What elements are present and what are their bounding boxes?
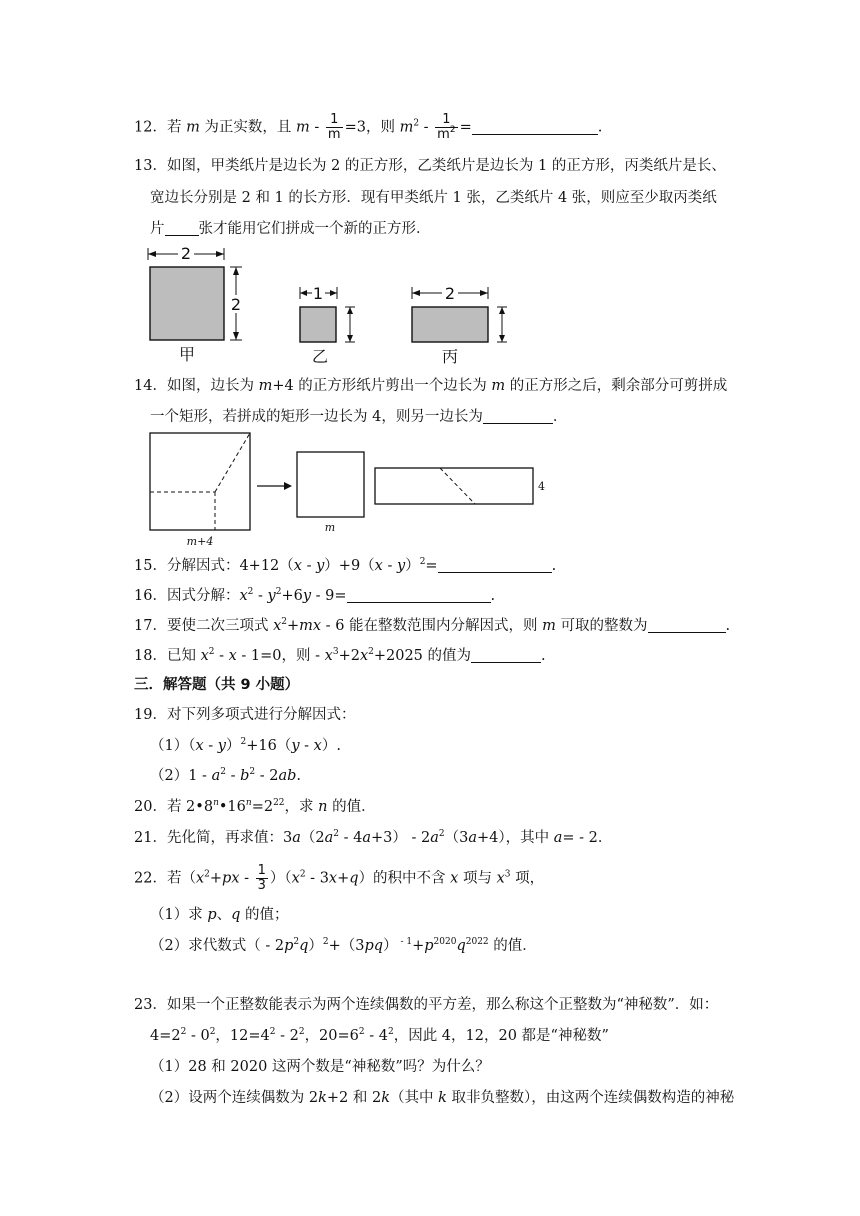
question-22-part-1: （1）求 p、q 的值； — [150, 907, 289, 923]
question-14-line-1: 14．如图，边长为 m+4 的正方形纸片剪出一个边长为 m 的正方形之后，剩余部分可剪拼成 — [134, 378, 728, 394]
dim-bing-length: 2 — [444, 284, 456, 303]
answer-blank-18[interactable] — [471, 648, 541, 663]
outer-square — [150, 433, 250, 530]
question-19: 19．对下列多项式进行分解因式： — [134, 707, 356, 723]
label-jia: 甲 — [178, 345, 196, 364]
question-14-line-2: 一个矩形，若拼成的矩形一边长为 4，则另一边长为 ． — [150, 409, 568, 425]
answer-blank-17[interactable] — [648, 618, 726, 633]
question-23-part-2: （2）设两个连续偶数为 2k+2 和 2k（其中 k 取非负整数），由这两个连续偶数构造的神秘 — [150, 1090, 735, 1106]
square-yi — [300, 307, 336, 342]
question-16: 16．因式分解：$x^2 - y^2+6y - 9=$ . — [134, 587, 496, 604]
answer-blank-12[interactable] — [472, 120, 598, 135]
small-square-m — [297, 452, 364, 517]
dim-yi-width: 1 — [312, 284, 324, 303]
fraction-1-over-3: $\frac{1}{3}$ — [257, 863, 266, 893]
label-4: 4 — [538, 480, 545, 493]
rectangle-bing — [412, 307, 488, 342]
cut-square-figure — [140, 425, 560, 553]
question-23-line-1: 23．如果一个正整数能表示为两个连续偶数的平方差，那么称这个正整数为“神秘数”．如： — [134, 997, 719, 1013]
answer-blank-16[interactable] — [347, 588, 491, 603]
label-m-plus-4: m+4 — [186, 535, 214, 548]
answer-blank-14[interactable] — [483, 409, 553, 424]
fraction-1-over-m: $\frac{1}{m}$ — [327, 112, 341, 142]
question-22: 22．若（$x^2+px$ - $\frac{1}{3}$ ）$(x^2 - 3x+q)$的积中不含 x 项与 $x^3$ 项， — [134, 863, 545, 893]
result-rectangle — [375, 468, 533, 504]
label-m: m — [324, 521, 336, 534]
paper-pieces-figure — [140, 240, 520, 368]
question-13-line-2: 宽边长分别是 2 和 1 的长方形．现有甲类纸片 1 张，乙类纸片 4 张，则应至少取丙类纸 — [150, 190, 717, 206]
square-jia — [150, 267, 224, 340]
fraction-1-over-m-squared: $\frac{1}{m^2}$ — [437, 112, 456, 142]
question-19-part-2: $(2)1 - a^2 - b^2 - 2ab$. — [150, 767, 302, 784]
label-yi: 乙 — [311, 347, 329, 366]
answer-blank-15[interactable] — [438, 558, 552, 573]
question-17: 17．要使二次三项式 $x^2+mx - 6$ 能在整数范围内分解因式，则 m 可取的整数为 . — [134, 617, 731, 634]
question-18: 18．已知 $x^2 - x - 1=0$，则 - $x^3+2x^2+2025$ 的值为 . — [134, 647, 546, 664]
section-heading: 三．解答题（共 9 小题） — [134, 677, 300, 693]
question-22-part-2: （2）求代数式（ - $2p^2q)^2+(3pq)$ $^{- 1}+p^{2020}q^{2022}$ 的值． — [150, 937, 537, 954]
label-bing: 丙 — [441, 347, 459, 366]
question-15: 15．分解因式：4+12（x - y）+9（x - y）$^2$= . — [134, 557, 557, 574]
question-21: 21．先化简，再求值：$3a(2a^2 - 4a+3) - 2a^2(3a+4)$，其中 a= - 2． — [134, 829, 613, 846]
question-19-part-1: （1）（x - y）$^2$+16（y - x）. — [150, 737, 341, 754]
question-13-line-3: 片 张才能用它们拼成一个新的正方形． — [150, 221, 431, 237]
question-12: 12．若 m 为正实数，且 m - $\frac{1}{m}$ =3，则 $m^2$ - $\frac{1}{m^2}$ = . — [134, 112, 603, 142]
answer-blank-13[interactable] — [165, 221, 199, 236]
question-23-line-2: $4=2^2 - 0^2$，$12=4^2 - 2^2$，$20=6^2 - 4^2$，因此 4，12，20 都是“神秘数” — [150, 1027, 609, 1044]
dim-jia-height: 2 — [230, 295, 242, 314]
dim-jia-width: 2 — [180, 244, 192, 263]
question-13-line-1: 13．如图，甲类纸片是边长为 2 的正方形，乙类纸片是边长为 1 的正方形，丙类纸片是长、 — [134, 158, 726, 174]
arrow-right-icon — [284, 482, 292, 490]
question-23-part-1: （1）28 和 2020 这两个数是“神秘数”吗？为什么？ — [150, 1059, 490, 1075]
question-20: 20．若 $2•8^n•16^n=2^{22}$，求 n 的值． — [134, 798, 376, 815]
